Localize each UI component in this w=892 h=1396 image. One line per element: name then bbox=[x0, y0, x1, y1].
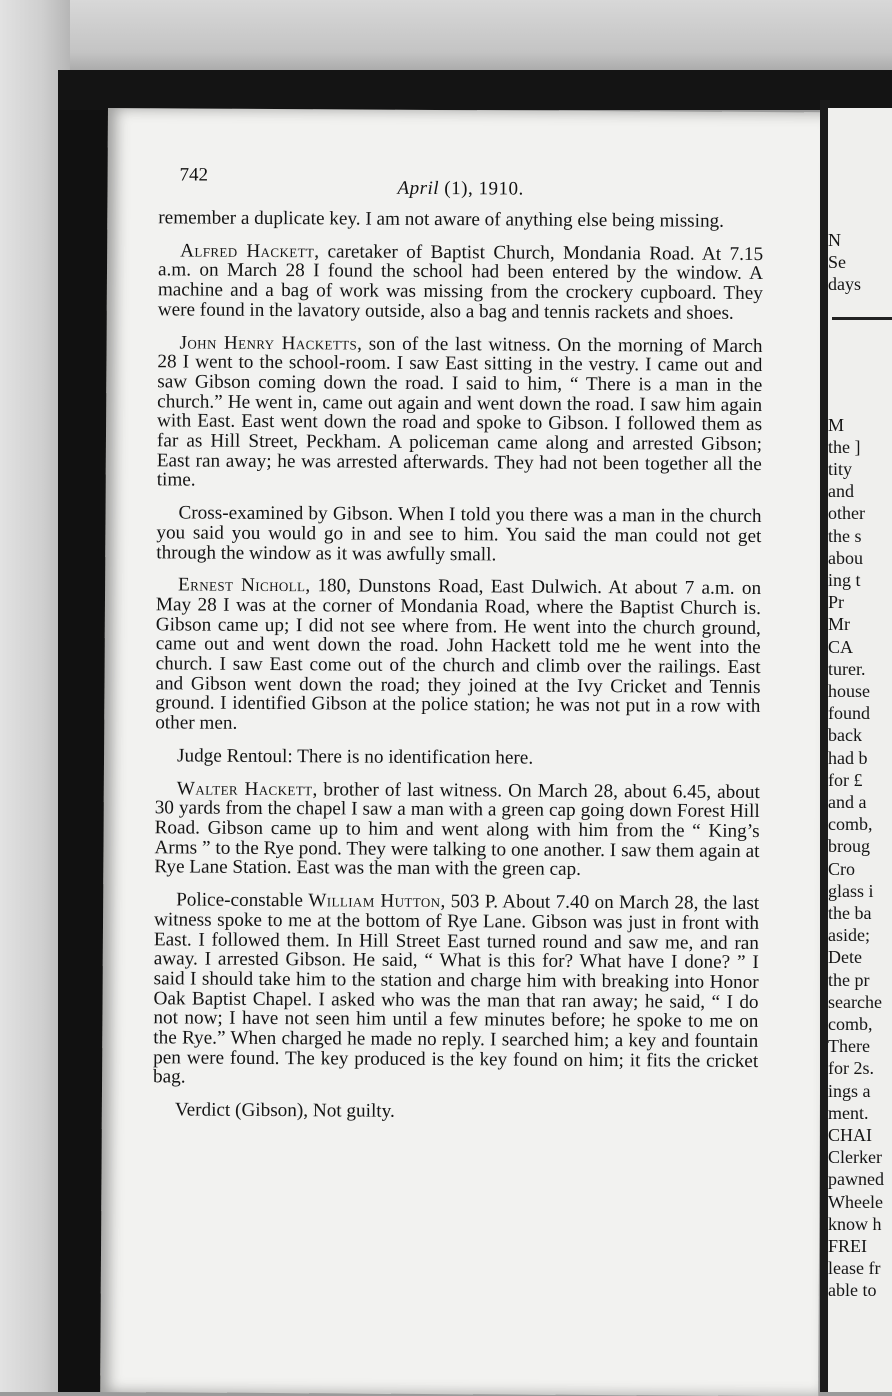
facing-page-fragment: found bbox=[828, 703, 870, 724]
facing-page-fragment: had b bbox=[828, 747, 868, 768]
right-book-page-edge bbox=[828, 108, 892, 1392]
facing-page-fragment: comb, bbox=[828, 814, 873, 835]
facing-page-fragment: Pr bbox=[828, 592, 845, 613]
facing-page-fragment: days bbox=[828, 274, 861, 295]
paragraph-alfred-hackett bbox=[158, 241, 763, 324]
witness-name: John Henry Hacketts bbox=[179, 331, 358, 355]
facing-page-fragment: for 2s. bbox=[828, 1058, 874, 1079]
facing-page-fragment: Dete bbox=[828, 947, 862, 968]
facing-page-fragment: tity bbox=[828, 459, 853, 479]
paragraph-ernest-nicholl bbox=[155, 576, 761, 737]
facing-page-fragment: lease fr bbox=[828, 1258, 881, 1279]
facing-page-fragment: N bbox=[828, 230, 841, 250]
left-book-page bbox=[100, 108, 826, 1396]
facing-page-fragment: M bbox=[828, 414, 845, 435]
facing-page-fragment: broug bbox=[828, 836, 870, 857]
facing-page-fragment: CA bbox=[828, 636, 854, 657]
page-header bbox=[179, 164, 799, 198]
facing-page-fragment: comb, bbox=[828, 1014, 873, 1034]
testimony-text: , son of the last witness. On the morning of March 28 I went to the school-room. I saw East sitting in the vestry. I came out and saw Gibson coming down the road. I said to him, “ There is a man in the church.” He went in, came out again and went down the road. I saw him again with East. East went down the road and spoke to Gibson. I followed them as far as Hill Street, Peckham. A policeman came along and arrested Gibson; East ran away; he was arrested afterwards. They had not been together all the time. bbox=[156, 333, 763, 491]
page-number: 742 bbox=[179, 164, 209, 186]
witness-name: Alfred Hackett bbox=[180, 240, 315, 262]
facing-page-rule bbox=[832, 317, 892, 320]
facing-page-fragment: know h bbox=[828, 1213, 882, 1234]
witness-title: Police-constable bbox=[176, 889, 309, 912]
facing-page-fragment: the ] bbox=[828, 436, 861, 457]
facing-page-fragment: house bbox=[828, 681, 870, 701]
witness-name: William Hutton bbox=[308, 890, 441, 913]
paragraph-police-constable bbox=[153, 890, 759, 1091]
facing-page-fragment: the ba bbox=[828, 903, 872, 923]
facing-page-fragment: pawned bbox=[828, 1169, 884, 1190]
facing-page-fragment: glass i bbox=[828, 880, 874, 901]
paragraph-john-henry-hacketts bbox=[157, 333, 763, 494]
book-top-edge-shadow bbox=[58, 70, 892, 110]
facing-page-fragment: and bbox=[828, 481, 854, 502]
facing-page-fragment: searche bbox=[828, 991, 882, 1012]
witness-name: Walter Hackett bbox=[176, 778, 313, 800]
facing-page-fragment: turer. bbox=[828, 658, 866, 679]
facing-page-fragment: ment. bbox=[828, 1102, 869, 1123]
facing-page-fragment: Mr bbox=[828, 614, 850, 635]
facing-page-fragment: and a bbox=[828, 792, 867, 812]
paragraph-judge-remark: Judge Rentoul: There is no identification here. bbox=[176, 745, 534, 769]
facing-page-fragment: Clerker bbox=[828, 1147, 882, 1168]
paragraph-verdict: Verdict (Gibson), Not guilty. bbox=[174, 1099, 395, 1122]
page-body-text bbox=[153, 208, 764, 1137]
facing-page-fragment: for £ bbox=[828, 769, 863, 790]
witness-name: Ernest Nicholl bbox=[178, 574, 306, 597]
facing-page-fragment: aside; bbox=[828, 925, 870, 946]
running-head-date: (1), 1910. bbox=[444, 178, 524, 200]
testimony-text: , brother of last witness. On March 28, about 6.45, about 30 yards from the chapel I saw a man with a green cap going down Forest Hill Road. Gibson came up to him and went along with him from the “ King’s Arms ” to the Rye pond. They were talking to one another. I saw them again at Rye Lane Station. East was the man with the green cap. bbox=[154, 778, 760, 881]
paragraph-cross-examination: Cross-examined by Gibson. When I told you there was a man in the church you said you would go in and see to him. You said the man could not get through the window as it was awfully small. bbox=[156, 502, 762, 565]
facing-page-fragment: There bbox=[828, 1036, 870, 1057]
facing-page-fragment: the pr bbox=[828, 969, 870, 990]
running-head-month: April bbox=[397, 177, 440, 200]
facing-page-fragment: Wheele bbox=[828, 1191, 883, 1212]
testimony-text: , 180, Dunstons Road, East Dulwich. At about 7 a.m. on May 28 I was at the corner of Mondania Road, where the Baptist Church is. Gibson came up; I did not see where from. He went into the church ground, came out and went down the road. John Hackett told me he went into the church. I saw East come out of the church and climb over the railings. East and Gibson went down the road; they joined at the Ivy Cricket and Tennis ground. I identified Gibson at the police station; he was not put in a row with other men. bbox=[155, 575, 762, 734]
testimony-text: , 503 P. About 7.40 on March 28, the last witness spoke to me at the bottom of Rye Lane. Gibson was just in front with East. I followed them. In Hill Street East turned round and saw me, and ran away. I arrested Gibson. He said, “ What is this for? What have I done? ” I said I should take him to the station and charge him with breaking into Honor Oak Baptist Chapel. I asked who was the man that ran away; he said, “ I do not now; I have not seen him until a few minutes before; he spoke to me on the Rye.” When charged he made no reply. I searched him; a key and fountain pen were found. The key produced is the key found on him; it fits the cricket bag. bbox=[153, 891, 760, 1088]
facing-page-fragment: ings a bbox=[828, 1080, 871, 1101]
facing-page-fragment: back bbox=[828, 725, 862, 746]
facing-page-fragment: other bbox=[828, 503, 865, 524]
facing-page-fragment: Cro bbox=[828, 858, 855, 879]
paragraph-walter-hackett bbox=[154, 779, 760, 881]
running-head bbox=[397, 178, 523, 201]
facing-page-fragment: the s bbox=[828, 525, 862, 546]
facing-page-fragment: Se bbox=[828, 252, 846, 273]
facing-page-fragment: ing t bbox=[828, 570, 861, 590]
facing-page-fragment: abou bbox=[828, 547, 863, 568]
paragraph-continuation: remember a duplicate key. I am not aware of anything else being missing. bbox=[158, 207, 725, 232]
facing-page-fragment: FREI bbox=[828, 1236, 868, 1256]
facing-page-fragment: able to bbox=[828, 1280, 877, 1301]
testimony-text: , caretaker of Baptist Church, Mondania Road. At 7.15 a.m. on March 28 I found the school had been entered by the window. A machine and a bag of work was missing from the crockery cupboard. They were found in the lavatory outside, also a bag and tennis rackets and shoes. bbox=[157, 240, 764, 324]
facing-page-fragment: CHAI bbox=[828, 1125, 872, 1145]
